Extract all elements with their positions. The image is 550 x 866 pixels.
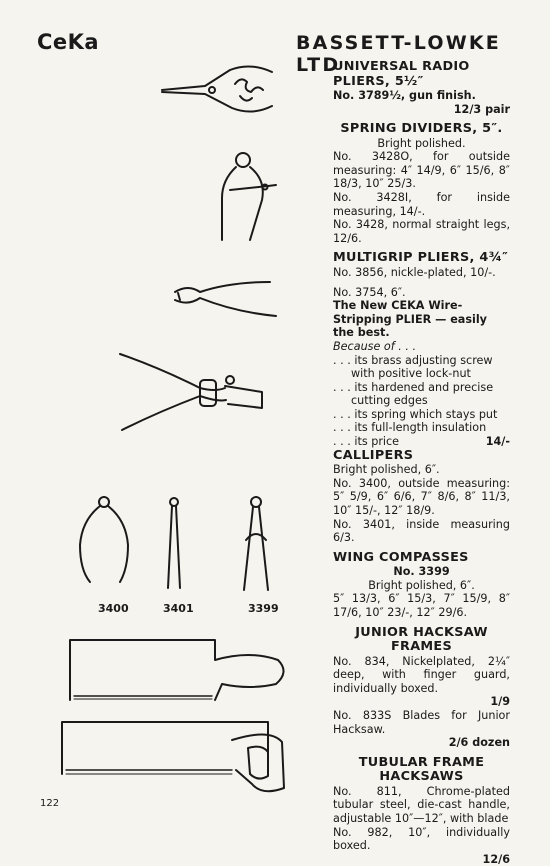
reason-item: . . . its brass adjusting screw with positive lock-nut bbox=[333, 353, 493, 381]
hacksaw-price-1: 1/9 bbox=[490, 695, 510, 709]
dividers-line-1: No. 3428O, for outside measuring: 4″ 14/9, 6″ 15/6, 8″ 18/3, 10″ 25/3. bbox=[333, 150, 510, 191]
callipers-3400-illustration bbox=[80, 497, 128, 582]
brand-logo: CeKa bbox=[37, 30, 100, 54]
tubular-hacksaw-illustration bbox=[62, 722, 284, 791]
callipers-line-1: No. 3400, outside measuring: 5″ 5/9, 6″ 6/6, 7″ 8/6, 8″ 11/3, 10″ 15/-, 12″ 18/9. bbox=[333, 476, 510, 517]
figure-label-3400: 3400 bbox=[98, 602, 129, 615]
hacksaw-line-1: No. 834, Nickelplated, 2¼″ deep, with finger guard, individually boxed. bbox=[333, 654, 510, 695]
compasses-title: WING COMPASSES bbox=[333, 549, 469, 565]
radio-pliers-illustration bbox=[162, 66, 272, 111]
compasses-number: No. 3399 bbox=[393, 565, 450, 579]
junior-hacksaw-illustration bbox=[70, 640, 284, 700]
reason-item: . . . its spring which stays put bbox=[333, 407, 498, 421]
tubular-line-2: No. 982, 10″, individually boxed. bbox=[333, 825, 510, 853]
multigrip-line-2: No. 3754, 6″. bbox=[333, 285, 406, 299]
dividers-title: SPRING DIVIDERS, 5″. bbox=[340, 121, 503, 137]
tubular-line-1: No. 811, Chrome-plated tubular steel, die-cast handle, adjustable 10″—12″, with blade bbox=[333, 784, 510, 825]
catalog-column bbox=[333, 60, 510, 866]
callipers-line-2: No. 3401, inside measuring 6/3. bbox=[333, 517, 510, 545]
reason-item: . . . its full-length insulation bbox=[333, 421, 487, 435]
figure-label-3401: 3401 bbox=[163, 602, 194, 615]
multigrip-line-3: The New CEKA Wire-Stripping PLIER — easily the best. bbox=[333, 299, 487, 340]
spring-dividers-illustration bbox=[222, 153, 276, 240]
radio-pliers-line: No. 3789½, gun finish. bbox=[333, 89, 476, 102]
hacksaw-title-2: FRAMES bbox=[391, 639, 452, 655]
multigrip-because: Because of . . . bbox=[333, 339, 417, 353]
wire-plier-price: 14/- bbox=[485, 435, 510, 449]
radio-pliers-title: UNIVERSAL RADIO PLIERS, 5½″ bbox=[333, 59, 470, 89]
company-name: BASSETT-LOWKE LTD bbox=[296, 32, 501, 76]
reason-price-row bbox=[333, 435, 510, 449]
wing-compasses-3399-illustration bbox=[244, 497, 268, 590]
radio-pliers-price: 12/3 pair bbox=[453, 102, 510, 116]
callipers-sub: Bright polished, 6″. bbox=[333, 463, 440, 477]
figure-label-3399: 3399 bbox=[248, 602, 279, 615]
hacksaw-line-2: No. 833S Blades for Junior Hacksaw. bbox=[333, 708, 510, 736]
hacksaw-title: JUNIOR HACKSAW bbox=[355, 624, 488, 640]
multigrip-line-1: No. 3856, nickle-plated, 10/-. bbox=[333, 265, 496, 279]
dividers-sub: Bright polished. bbox=[377, 136, 466, 150]
tubular-title: TUBULAR FRAME bbox=[358, 754, 485, 770]
reason-item: . . . its price bbox=[333, 435, 400, 449]
dividers-line-2: No. 3428I, for inside measuring, 14/-. bbox=[333, 191, 510, 218]
reason-item: . . . its hardened and precise cutting edges bbox=[333, 380, 494, 408]
dividers-line-3: No. 3428, normal straight legs, 12/6. bbox=[333, 218, 510, 245]
callipers-title: CALLIPERS bbox=[333, 447, 414, 463]
wire-stripping-plier-illustration bbox=[120, 354, 262, 430]
tubular-price: 12/6 bbox=[482, 852, 510, 866]
multigrip-pliers-illustration bbox=[175, 282, 276, 316]
compasses-sub: Bright polished, 6″. bbox=[368, 578, 475, 592]
callipers-3401-illustration bbox=[168, 498, 180, 588]
tubular-title-2: HACKSAWS bbox=[379, 769, 464, 785]
page-number: 122 bbox=[40, 798, 60, 809]
compasses-prices: 5″ 13/3, 6″ 15/3, 7″ 15/9, 8″ 17/6, 10″ 23/-, 12″ 29/6. bbox=[333, 592, 510, 619]
multigrip-title: MULTIGRIP PLIERS, 4¾″ bbox=[333, 250, 509, 266]
hacksaw-price-2: 2/6 dozen bbox=[448, 736, 510, 750]
